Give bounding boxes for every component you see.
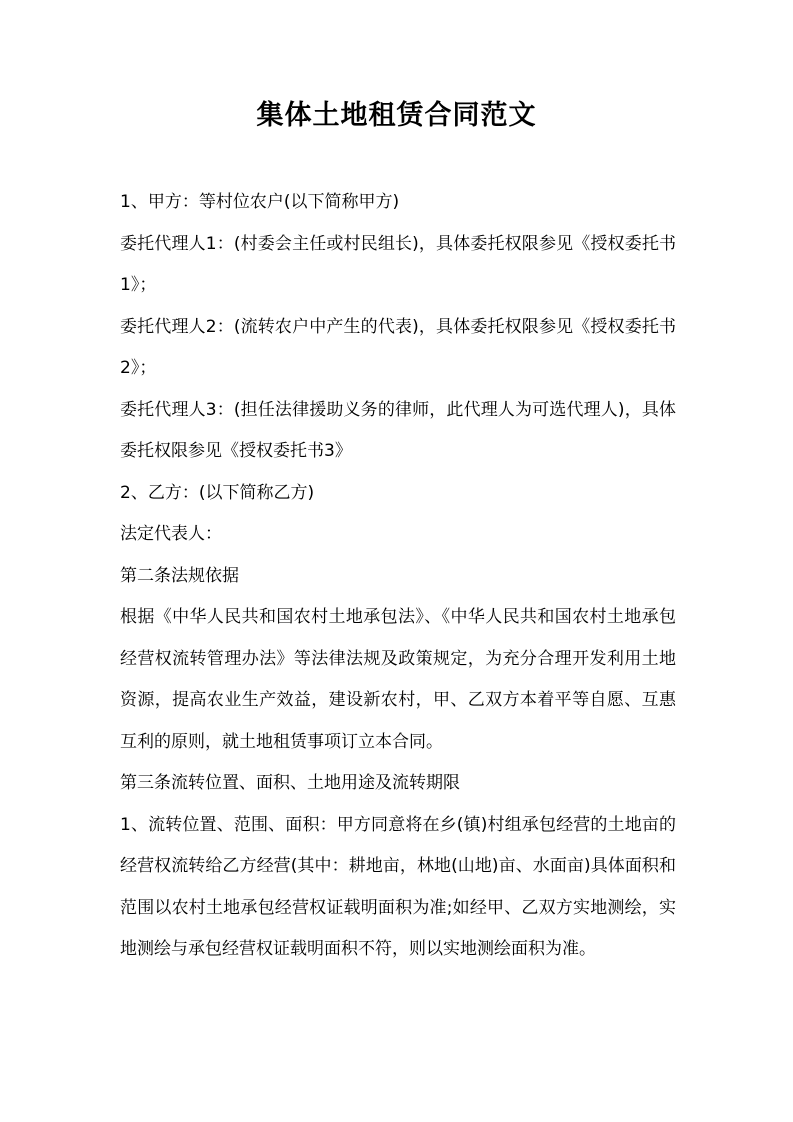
document-body: [120, 182, 676, 971]
party-a-line: 1、甲方：等村位农户(以下简称甲方): [120, 192, 400, 212]
article-3-heading: 第三条流转位置、面积、土地用途及流转期限: [120, 773, 460, 793]
party-b-line: 2、乙方：(以下简称乙方): [120, 482, 315, 503]
article-3-clause-1: 1、流转位置、范围、面积：甲方同意将在乡(镇)村组承包经营的土地亩的经营权流转给乙方经营(其中：耕地亩，林地(山地)亩、水面亩)具体面积和范围以农村土地承包经营权证载明面积为准;如经甲、乙双方实地测绘，实地测绘与承包经营权证载明面积不符，则以实地测绘面积为准。: [120, 814, 676, 959]
agent-1-line: 委托代理人1：(村委会主任或村民组长)，具体委托权限参见《授权委托书1》；: [120, 233, 676, 295]
article-2-heading: 第二条法规依据: [120, 565, 239, 586]
legal-representative-line: 法定代表人：: [120, 524, 222, 544]
article-2-body: 根据《中华人民共和国农村土地承包法》、《中华人民共和国农村土地承包经营权流转管理办法》等法律法规及政策规定，为充分合理开发利用土地资源，提高农业生产效益，建设新农村，甲、乙双方本着平等自愿、互惠互利的原则，就土地租赁事项订立本合同。: [120, 607, 676, 752]
agent-3-line: 委托代理人3：(担任法律援助义务的律师，此代理人为可选代理人)，具体委托权限参见《授权委托书3》: [120, 399, 676, 461]
document-title: 集体土地租赁合同范文: [256, 100, 537, 131]
agent-2-line: 委托代理人2：(流转农户中产生的代表)，具体委托权限参见《授权委托书2》；: [120, 316, 676, 378]
